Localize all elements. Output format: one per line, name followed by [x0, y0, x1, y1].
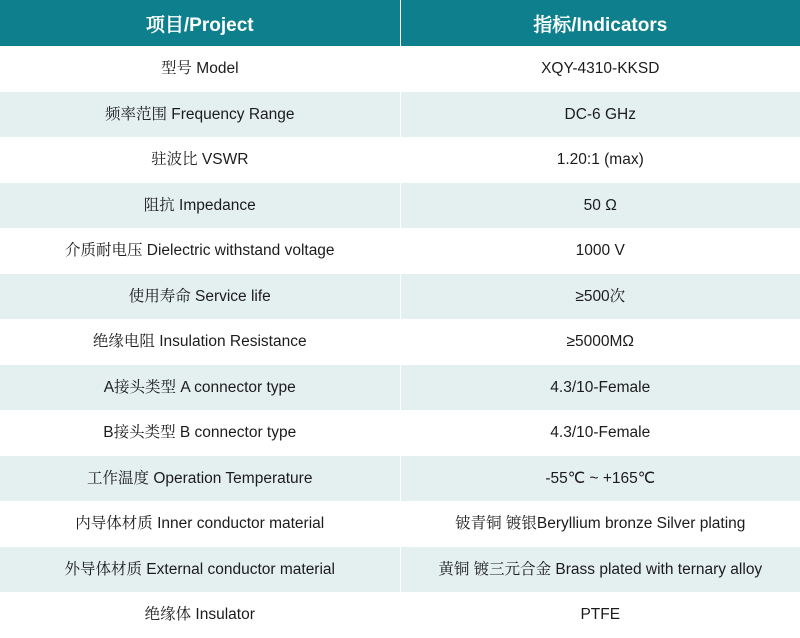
cell-indicator: ≥5000MΩ	[400, 319, 800, 365]
cell-project: 介质耐电压 Dielectric withstand voltage	[0, 228, 400, 274]
cell-project: 内导体材质 Inner conductor material	[0, 501, 400, 547]
table-row	[0, 228, 800, 274]
cell-project: 驻波比 VSWR	[0, 137, 400, 183]
cell-indicator: DC-6 GHz	[400, 92, 800, 138]
table-header-row	[0, 0, 800, 46]
cell-project: B接头类型 B connector type	[0, 410, 400, 456]
table-row	[0, 92, 800, 138]
cell-project: 绝缘电阻 Insulation Resistance	[0, 319, 400, 365]
cell-project: 阻抗 Impedance	[0, 183, 400, 229]
table-body	[0, 46, 800, 638]
cell-project: 频率范围 Frequency Range	[0, 92, 400, 138]
table-row	[0, 183, 800, 229]
table-row	[0, 456, 800, 502]
cell-project: A接头类型 A connector type	[0, 365, 400, 411]
table-row	[0, 365, 800, 411]
table-row	[0, 319, 800, 365]
cell-indicator: PTFE	[400, 592, 800, 638]
table-header	[0, 0, 800, 46]
cell-indicator: 黄铜 镀三元合金 Brass plated with ternary alloy	[400, 547, 800, 593]
column-header-indicator: 指标/Indicators	[400, 0, 800, 46]
cell-indicator: ≥500次	[400, 274, 800, 320]
table-row	[0, 592, 800, 638]
cell-project: 工作温度 Operation Temperature	[0, 456, 400, 502]
cell-indicator: 1.20:1 (max)	[400, 137, 800, 183]
cell-project: 使用寿命 Service life	[0, 274, 400, 320]
table-row	[0, 46, 800, 92]
cell-project: 绝缘体 Insulator	[0, 592, 400, 638]
cell-project: 外导体材质 External conductor material	[0, 547, 400, 593]
table-row	[0, 547, 800, 593]
column-header-project: 项目/Project	[0, 0, 400, 46]
cell-indicator: 4.3/10-Female	[400, 365, 800, 411]
cell-indicator: 铍青铜 镀银Beryllium bronze Silver plating	[400, 501, 800, 547]
table-row	[0, 501, 800, 547]
cell-indicator: 1000 V	[400, 228, 800, 274]
cell-indicator: 50 Ω	[400, 183, 800, 229]
table-row	[0, 274, 800, 320]
cell-indicator: -55℃ ~ +165℃	[400, 456, 800, 502]
table-row	[0, 137, 800, 183]
cell-indicator: XQY-4310-KKSD	[400, 46, 800, 92]
cell-project: 型号 Model	[0, 46, 400, 92]
table-row	[0, 410, 800, 456]
cell-indicator: 4.3/10-Female	[400, 410, 800, 456]
